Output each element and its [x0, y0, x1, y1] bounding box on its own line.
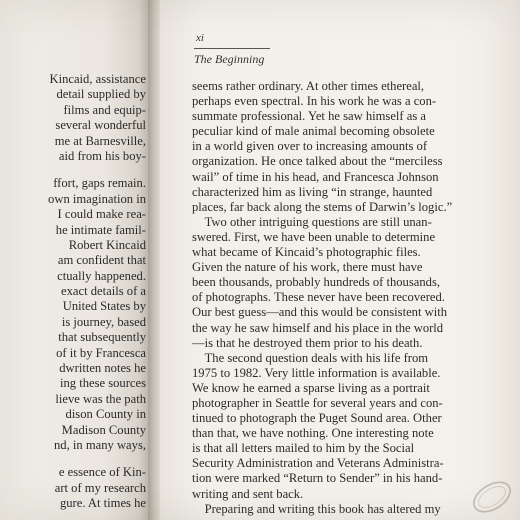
text-line — [48, 453, 146, 465]
right-page-text — [192, 79, 452, 517]
text-line: —is that he destroyed them prior to his death. — [192, 335, 423, 350]
text-line: in a world given over to increasing amounts of — [192, 139, 428, 154]
text-line: films and equip- — [63, 102, 146, 117]
text-line — [48, 164, 146, 176]
text-line: peculiar kind of male animal becoming obsolete — [192, 124, 435, 139]
text-line: of it by Francesca — [56, 345, 146, 360]
text-line: several wonderful — [55, 118, 146, 133]
text-line: ing these sources — [59, 376, 146, 391]
text-line: Robert Kincaid — [68, 237, 146, 252]
text-line: United States by — [62, 299, 146, 314]
text-line: detail supplied by — [56, 87, 146, 102]
page-number: xi — [196, 32, 204, 44]
text-line: places, far back along the stems of Darwin’s logic.” — [192, 199, 453, 214]
text-line: me at Barnesville, — [54, 133, 146, 148]
text-line: own imagination in — [48, 191, 146, 206]
text-line: dwritten notes he — [59, 361, 146, 376]
running-head: The Beginning — [194, 52, 265, 66]
text-line: gure. At times he — [59, 496, 146, 511]
text-line: is journey, based — [61, 314, 146, 329]
text-line: wail” of time in his head, and Francesca Johnson — [192, 169, 439, 184]
text-line: seems rather ordinary. At other times ethereal, — [192, 79, 425, 93]
text-line: We know he earned a sparse living as a portrait — [192, 380, 430, 395]
text-line: Our best guess—and this would be consistent with — [192, 305, 447, 320]
text-line: art of my research — [54, 480, 146, 495]
text-line: photographer in Seattle for several years and con- — [192, 395, 443, 410]
text-line: writing and sent back. — [192, 486, 304, 501]
text-line: than that, we have nothing. One interesting note — [192, 426, 434, 441]
bleed-through-heading-left — [20, 34, 110, 64]
text-line: Security Administration and Veterans Administra- — [192, 456, 444, 471]
text-line: tion were marked “Return to Sender” in his hand- — [192, 471, 443, 486]
text-line: lieve was the path — [55, 391, 146, 406]
text-line: Given the nature of his work, there must have — [192, 260, 423, 275]
bleed-through-heading-right — [412, 34, 502, 64]
text-line: am confident that — [57, 253, 146, 268]
text-line: is that all letters mailed to him by the Social — [192, 441, 415, 456]
text-line: swered. First, we have been unable to determine — [192, 229, 436, 244]
text-line: Kincaid, assistance — [49, 72, 146, 86]
text-line: exact details of a — [61, 284, 146, 299]
text-line: organization. He once talked about the “merciless — [192, 154, 443, 169]
text-line: what became of Kincaid’s photographic files. — [192, 245, 421, 260]
left-page-text — [48, 72, 146, 512]
text-line: ffort, gaps remain. — [53, 176, 146, 191]
text-line: perhaps even spectral. In his work he was a con- — [192, 94, 437, 109]
text-line: I could make rea- — [57, 207, 146, 222]
text-line: Madison County — [61, 422, 146, 437]
text-line: characterized him as living “in strange, haunted — [192, 184, 433, 199]
text-line: Two other intriguing questions are still unan- — [192, 214, 432, 229]
header-rule — [194, 48, 270, 49]
text-line: that subsequently — [58, 330, 146, 345]
text-line: aid from his boy- — [58, 148, 146, 163]
text-line: of photographs. These never have been recovered. — [192, 290, 445, 305]
text-line: The second question deals with his life from — [192, 350, 429, 365]
text-line: dison County in — [65, 407, 146, 422]
text-line: ctually happened. — [57, 268, 146, 283]
text-line: been thousands, probably hundreds of thousands, — [192, 275, 440, 290]
text-line: tinued to photograph the Puget Sound area. Other — [192, 411, 442, 426]
text-line: summate professional. Yet he saw himself as a — [192, 109, 426, 124]
text-line: he intimate famil- — [55, 222, 146, 237]
text-line: nd, in many ways, — [54, 437, 146, 452]
text-line: e essence of Kin- — [58, 465, 146, 480]
text-line: Preparing and writing this book has altered my — [192, 501, 441, 516]
text-line: the way he saw himself and his place in the world — [192, 320, 444, 335]
text-line: 1975 to 1982. Very little information is available. — [192, 365, 441, 380]
